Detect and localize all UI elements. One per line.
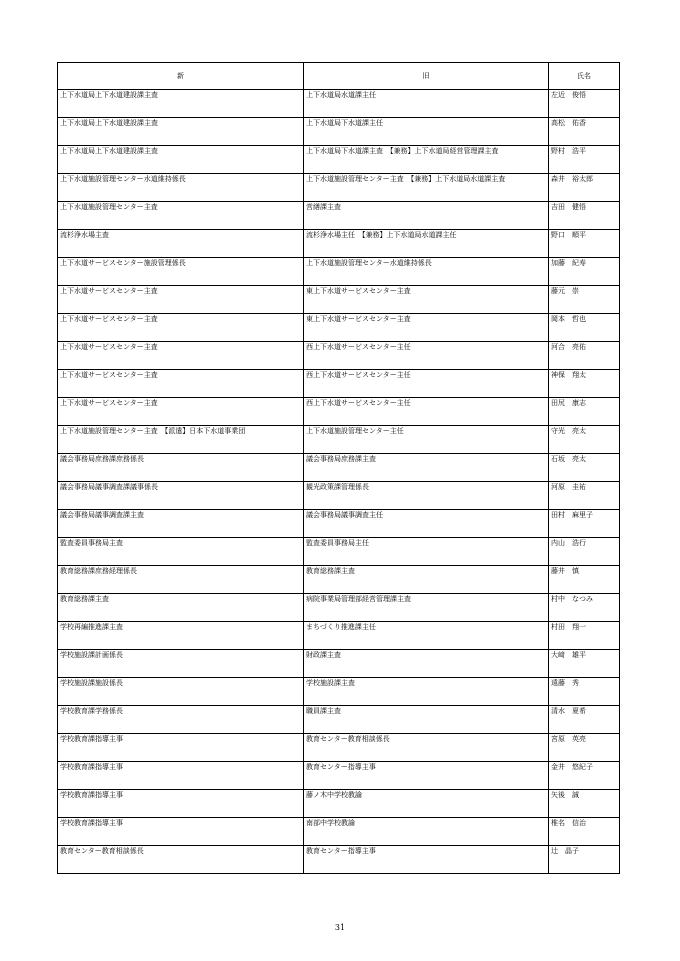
cell-new-position: 学校教育課指導主事 bbox=[58, 762, 304, 790]
table-row bbox=[58, 146, 620, 174]
cell-new-position: 上下水道サービスセンター主査 bbox=[58, 370, 304, 398]
table-row bbox=[58, 258, 620, 286]
cell-old-position: 上下水道施設管理センター水道維持係長 bbox=[304, 258, 549, 286]
cell-new-position: 教育センター教育相談係長 bbox=[58, 846, 304, 874]
cell-new-position: 上下水道施設管理センター主査 bbox=[58, 202, 304, 230]
cell-name: 内山 浩行 bbox=[549, 538, 620, 566]
table-row bbox=[58, 790, 620, 818]
cell-old-position: 上下水道施設管理センター主任 bbox=[304, 426, 549, 454]
table-row bbox=[58, 566, 620, 594]
table-row bbox=[58, 510, 620, 538]
cell-new-position: 教育総務課庶務経理係長 bbox=[58, 566, 304, 594]
cell-name: 高松 佑香 bbox=[549, 118, 620, 146]
table-row bbox=[58, 762, 620, 790]
cell-old-position: 西上下水道サービスセンター主任 bbox=[304, 342, 549, 370]
table-row bbox=[58, 202, 620, 230]
personnel-table bbox=[57, 62, 620, 874]
table-row bbox=[58, 342, 620, 370]
cell-old-position: 南部中学校教諭 bbox=[304, 818, 549, 846]
cell-new-position: 上下水道局上下水道建設課主査 bbox=[58, 90, 304, 118]
table-row bbox=[58, 734, 620, 762]
table-row bbox=[58, 174, 620, 202]
cell-new-position: 監査委員事務局主査 bbox=[58, 538, 304, 566]
cell-old-position: 流杉浄水場主任 【兼務】上下水道局水道課主任 bbox=[304, 230, 549, 258]
cell-new-position: 議会事務局議事調査課議事係長 bbox=[58, 482, 304, 510]
cell-name: 遠藤 秀 bbox=[549, 678, 620, 706]
cell-name: 神保 翔太 bbox=[549, 370, 620, 398]
cell-new-position: 学校施設課計画係長 bbox=[58, 650, 304, 678]
cell-old-position: 西上下水道サービスセンター主任 bbox=[304, 370, 549, 398]
cell-name: 大﨑 雄平 bbox=[549, 650, 620, 678]
cell-name: 田尻 康志 bbox=[549, 398, 620, 426]
cell-old-position: 上下水道局下水道課主任 bbox=[304, 118, 549, 146]
cell-old-position: 藤ノ木中学校教諭 bbox=[304, 790, 549, 818]
cell-new-position: 学校教育課学務係長 bbox=[58, 706, 304, 734]
cell-name: 左近 俊悟 bbox=[549, 90, 620, 118]
cell-new-position: 上下水道サービスセンター主査 bbox=[58, 314, 304, 342]
cell-new-position: 上下水道サービスセンター施設管理係長 bbox=[58, 258, 304, 286]
cell-name: 藤井 慎 bbox=[549, 566, 620, 594]
cell-name: 清水 夏希 bbox=[549, 706, 620, 734]
cell-name: 吉田 健悟 bbox=[549, 202, 620, 230]
cell-name: 守光 亮太 bbox=[549, 426, 620, 454]
cell-old-position: 財政課主査 bbox=[304, 650, 549, 678]
cell-new-position: 上下水道局上下水道建設課主査 bbox=[58, 118, 304, 146]
header-row bbox=[58, 63, 620, 90]
cell-old-position: 議会事務局議事調査主任 bbox=[304, 510, 549, 538]
table-row bbox=[58, 650, 620, 678]
cell-name: 加藤 紀寿 bbox=[549, 258, 620, 286]
table-row bbox=[58, 846, 620, 874]
cell-new-position: 上下水道施設管理センター水道維持係長 bbox=[58, 174, 304, 202]
cell-old-position: 病院事業局管理部経営管理課主査 bbox=[304, 594, 549, 622]
cell-name: 藤元 崇 bbox=[549, 286, 620, 314]
table-row bbox=[58, 594, 620, 622]
table-row bbox=[58, 706, 620, 734]
cell-new-position: 上下水道サービスセンター主査 bbox=[58, 342, 304, 370]
cell-name: 森井 裕太郎 bbox=[549, 174, 620, 202]
cell-new-position: 学校再編推進課主査 bbox=[58, 622, 304, 650]
header-name: 氏名 bbox=[549, 63, 620, 90]
cell-old-position: 教育総務課主査 bbox=[304, 566, 549, 594]
cell-name: 河合 亮佑 bbox=[549, 342, 620, 370]
cell-old-position: 観光政策課管理係長 bbox=[304, 482, 549, 510]
cell-name: 村中 なつみ bbox=[549, 594, 620, 622]
cell-old-position: 監査委員事務局主任 bbox=[304, 538, 549, 566]
table-row bbox=[58, 370, 620, 398]
cell-old-position: 職員課主査 bbox=[304, 706, 549, 734]
table-row bbox=[58, 538, 620, 566]
cell-new-position: 流杉浄水場主査 bbox=[58, 230, 304, 258]
cell-new-position: 上下水道サービスセンター主査 bbox=[58, 398, 304, 426]
cell-name: 村田 翔一 bbox=[549, 622, 620, 650]
cell-new-position: 上下水道施設管理センター主査 【派遣】日本下水道事業団 bbox=[58, 426, 304, 454]
cell-name: 石坂 亮太 bbox=[549, 454, 620, 482]
cell-name: 金井 悠紀子 bbox=[549, 762, 620, 790]
cell-new-position: 議会事務局議事調査課主査 bbox=[58, 510, 304, 538]
cell-old-position: 教育センター指導主事 bbox=[304, 762, 549, 790]
cell-old-position: 教育センター指導主事 bbox=[304, 846, 549, 874]
cell-old-position: 教育センター教育相談係長 bbox=[304, 734, 549, 762]
cell-name: 野村 浩平 bbox=[549, 146, 620, 174]
table-row bbox=[58, 622, 620, 650]
cell-old-position: 東上下水道サービスセンター主査 bbox=[304, 286, 549, 314]
cell-old-position: 上下水道局水道課主任 bbox=[304, 90, 549, 118]
cell-name: 宮原 英亮 bbox=[549, 734, 620, 762]
cell-name: 田村 麻里子 bbox=[549, 510, 620, 538]
table-row bbox=[58, 118, 620, 146]
cell-old-position: 西上下水道サービスセンター主任 bbox=[304, 398, 549, 426]
table-row bbox=[58, 314, 620, 342]
cell-old-position: 東上下水道サービスセンター主査 bbox=[304, 314, 549, 342]
cell-new-position: 学校教育課指導主事 bbox=[58, 818, 304, 846]
cell-name: 岡本 哲也 bbox=[549, 314, 620, 342]
table-row bbox=[58, 426, 620, 454]
table-row bbox=[58, 230, 620, 258]
table-row bbox=[58, 286, 620, 314]
cell-old-position: まちづくり推進課主任 bbox=[304, 622, 549, 650]
cell-old-position: 学校施設課主査 bbox=[304, 678, 549, 706]
table-row bbox=[58, 482, 620, 510]
cell-new-position: 学校教育課指導主事 bbox=[58, 790, 304, 818]
cell-name: 辻 晶子 bbox=[549, 846, 620, 874]
cell-old-position: 営繕課主査 bbox=[304, 202, 549, 230]
cell-name: 矢後 誠 bbox=[549, 790, 620, 818]
cell-name: 野口 順平 bbox=[549, 230, 620, 258]
page-number: 31 bbox=[334, 923, 346, 932]
cell-new-position: 教育総務課主査 bbox=[58, 594, 304, 622]
cell-name: 河原 圭祐 bbox=[549, 482, 620, 510]
cell-new-position: 学校教育課指導主事 bbox=[58, 734, 304, 762]
cell-new-position: 議会事務局庶務課庶務係長 bbox=[58, 454, 304, 482]
table-row bbox=[58, 454, 620, 482]
cell-name: 椎名 信治 bbox=[549, 818, 620, 846]
header-old: 旧 bbox=[304, 63, 549, 90]
cell-old-position: 上下水道施設管理センター主査 【兼務】上下水道局水道課主査 bbox=[304, 174, 549, 202]
cell-new-position: 上下水道サービスセンター主査 bbox=[58, 286, 304, 314]
table-row bbox=[58, 818, 620, 846]
table-row bbox=[58, 678, 620, 706]
cell-new-position: 学校施設課施設係長 bbox=[58, 678, 304, 706]
cell-old-position: 上下水道局下水道課主査 【兼務】上下水道局経営管理課主査 bbox=[304, 146, 549, 174]
cell-new-position: 上下水道局上下水道建設課主査 bbox=[58, 146, 304, 174]
table-row bbox=[58, 398, 620, 426]
cell-old-position: 議会事務局庶務課主査 bbox=[304, 454, 549, 482]
table-row bbox=[58, 90, 620, 118]
header-new: 新 bbox=[58, 63, 304, 90]
